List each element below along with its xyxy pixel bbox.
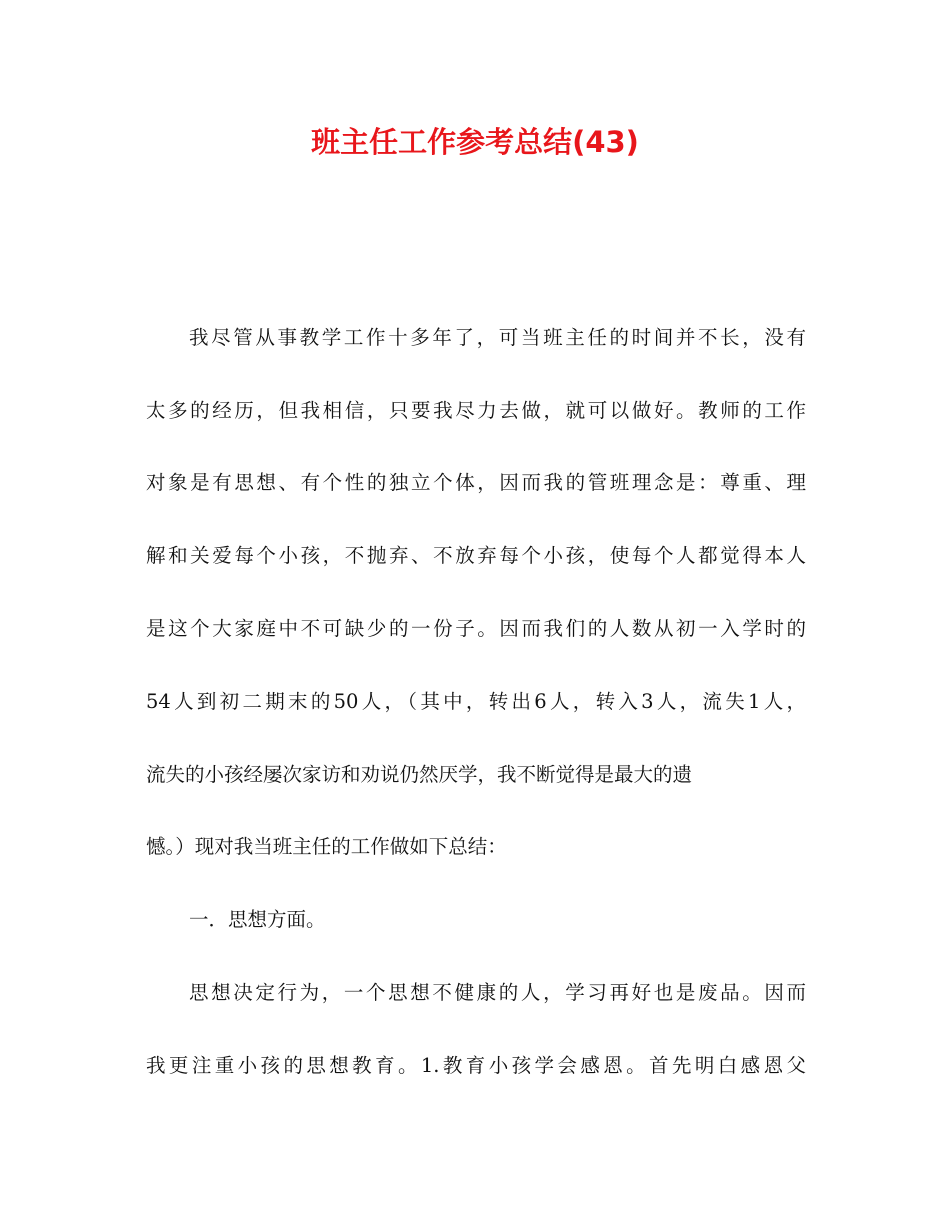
paragraph-line: 憾。）现对我当班主任的工作做如下总结：	[146, 835, 507, 858]
paragraph-line: 太多的经历，但我相信，只要我尽力去做，就可以做好。教师的工作	[146, 399, 806, 422]
document-title: 班主任工作参考总结(43)	[311, 125, 639, 159]
paragraph-line: 是这个大家庭中不可缺少的一份子。因而我们的人数从初一入学时的	[146, 617, 806, 640]
paragraph-line: 解和关爱每个小孩，不抛弃、不放弃每个小孩，使每个人都觉得本人	[146, 544, 806, 567]
paragraph-line: 我尽管从事教学工作十多年了，可当班主任的时间并不长，没有	[189, 326, 806, 349]
section-heading: 一．思想方面。	[189, 908, 326, 931]
paragraph-line: 我更注重小孩的思想教育。1.教育小孩学会感恩。首先明白感恩父	[146, 1054, 806, 1077]
paragraph-line: 流失的小孩经屡次家访和劝说仍然厌学，我不断觉得是最大的遗	[146, 763, 693, 786]
paragraph-line: 对象是有思想、有个性的独立个体，因而我的管班理念是：尊重、理	[146, 471, 806, 494]
paragraph-line: 思想决定行为，一个思想不健康的人，学习再好也是废品。因而	[189, 981, 806, 1004]
paragraph-line: 54人到初二期末的50人，（其中，转出6人，转入3人，流失1人，	[146, 690, 806, 713]
